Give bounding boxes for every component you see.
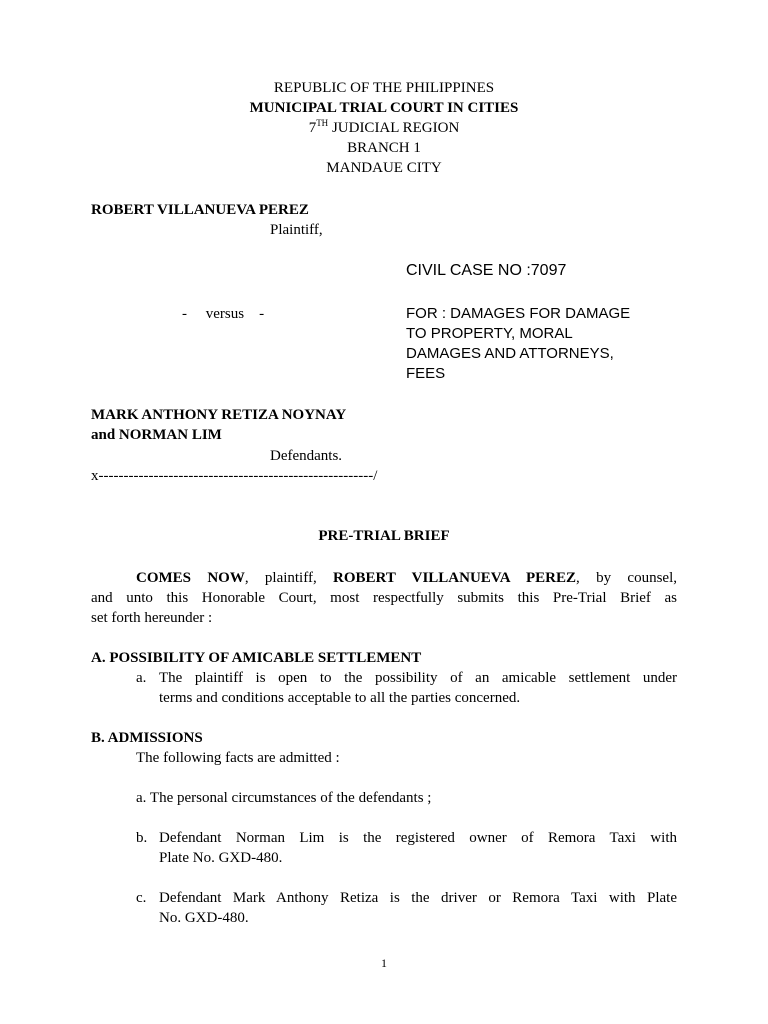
admission-item-b-line-2: Plate No. GXD-480.: [159, 850, 283, 866]
header-city: MANDAUE CITY: [326, 160, 442, 176]
plaintiff-role: Plaintiff,: [270, 222, 323, 238]
case-nature-line-2: TO PROPERTY, MORAL: [406, 325, 573, 342]
defendant-name-1: MARK ANTHONY RETIZA NOYNAY: [91, 407, 347, 423]
intro-line-2: and unto this Honorable Court, most respectfully submits this Pre-Trial Brief as: [91, 590, 677, 606]
admission-item-c-label: c.: [136, 890, 147, 906]
case-nature-line-4: FEES: [406, 365, 446, 382]
intro-plaintiff-name: ROBERT VILLANUEVA PEREZ: [333, 570, 577, 586]
admission-item-c-line-2: No. GXD-480.: [159, 910, 249, 926]
caption-separator: x-------------------------------------------------------/: [91, 468, 378, 484]
intro-text-b: , by counsel,: [576, 570, 677, 586]
header-branch: BRANCH 1: [347, 140, 421, 156]
intro-text-a: , plaintiff,: [244, 570, 334, 586]
admission-item-a: [136, 788, 431, 808]
defendant-name-2: and NORMAN LIM: [91, 427, 222, 443]
section-a-item-label: a.: [136, 670, 147, 686]
header-region: [0, 118, 768, 138]
section-a-heading: A. POSSIBILITY OF AMICABLE SETTLEMENT: [91, 650, 422, 666]
section-a-item-line-1: The plaintiff is open to the possibility of an amicable settlement under: [159, 670, 677, 686]
header-region-text: JUDICIAL REGION: [328, 120, 460, 136]
document-title: PRE-TRIAL BRIEF: [318, 528, 450, 544]
header-region-number: 7: [308, 120, 317, 136]
admission-item-a-label: a.: [136, 790, 147, 806]
section-b-lead: The following facts are admitted :: [136, 750, 340, 766]
header-court: MUNICIPAL TRIAL COURT IN CITIES: [249, 100, 519, 116]
intro-comes-now: COMES NOW: [136, 570, 245, 586]
admission-item-a-text: The personal circumstances of the defendants ;: [149, 790, 432, 806]
admission-item-b-label: b.: [136, 830, 148, 846]
section-a-item-line-2: terms and conditions acceptable to all the parties concerned.: [159, 690, 521, 706]
versus-label: - versus -: [182, 306, 265, 322]
civil-case-number: CIVIL CASE NO :7097: [406, 262, 567, 279]
intro-line-1: [136, 568, 677, 588]
defendant-role: Defendants.: [270, 448, 343, 464]
case-nature-line-3: DAMAGES AND ATTORNEYS,: [406, 345, 614, 362]
header-region-suffix: TH: [316, 118, 329, 128]
admission-item-b-line-1: Defendant Norman Lim is the registered owner of Remora Taxi with: [159, 830, 677, 846]
intro-line-3: set forth hereunder :: [91, 610, 213, 626]
page-number: 1: [381, 956, 387, 970]
plaintiff-name: ROBERT VILLANUEVA PEREZ: [91, 202, 309, 218]
section-b-heading: B. ADMISSIONS: [91, 730, 203, 746]
admission-item-c-line-1: Defendant Mark Anthony Retiza is the driver or Remora Taxi with Plate: [159, 890, 677, 906]
header-republic: REPUBLIC OF THE PHILIPPINES: [273, 80, 495, 96]
case-nature-line-1: FOR : DAMAGES FOR DAMAGE: [406, 305, 631, 322]
